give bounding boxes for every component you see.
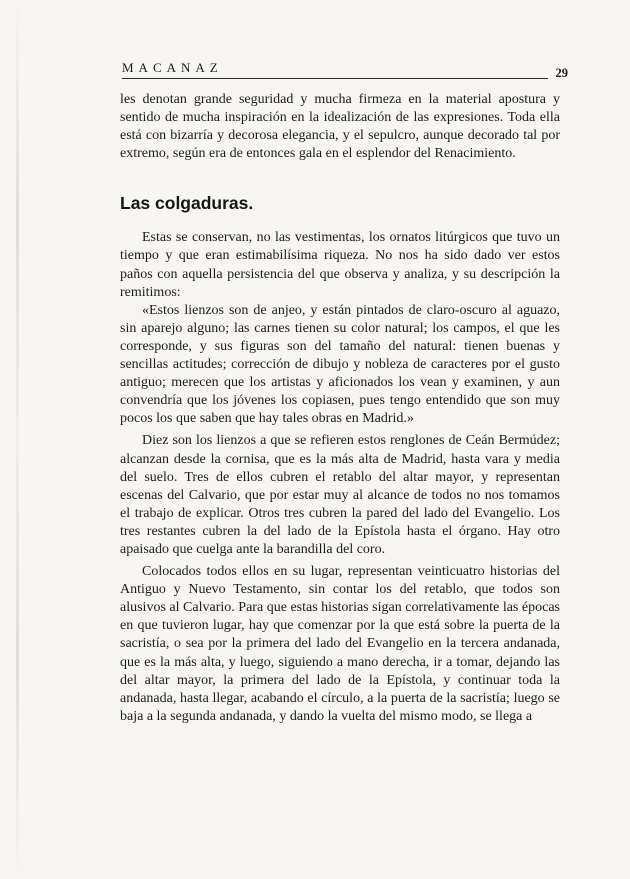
running-header [122,60,568,82]
page-number: 29 [555,66,568,80]
section-heading: Las colgaduras. [120,193,254,214]
intro-paragraph: les denotan grande seguridad y mucha firmeza en la material apostura y sentido de mucha inspiración en la idealización de las expresiones. Toda ella está con bizarría y decorosa elegancia, y el sepulcro, aunque decorado tal por extremo, según era de entonces gala en el esplendor del Renacimiento. [120,92,560,162]
header-rule [122,78,548,79]
paragraph-4: Colocados todos ellos en su lugar, representan veinticuatro historias del Antiguo y Nuevo Testamento, sin contar los del retablo, que todos son alusivos al Calvario. Para que estas historias sigan correlativamente las épocas en que tuvieron lugar, hay que comenzar por la que está sobre la puerta de la sacristía, o sea por la primera del lado del Evangelio en la tercera andanada, que es la más alta, y luego, siguiendo a mano derecha, ir a tomar, dejando las del altar mayor, la primera del lado de la Epístola, y continuar toda la andanada, hasta llegar, acabando el círculo, a la puerta de la sacristía; luego se baja a la segunda andanada, y dando la vuelta del mismo modo, se llega a [120,564,560,724]
running-title: MACANAZ [122,60,223,75]
paragraph-1: Estas se conservan, no las vestimentas, los ornatos litúrgicos que tuvo un tiempo y que eran estimabilísima riqueza. No nos ha sido dado ver estos paños con aquella persistencia del que observa y analiza, y su descripción la remitimos: [120,230,560,300]
binding-margin-shadow [16,0,19,879]
page-body [120,91,560,726]
paragraph-3: Diez son los lienzos a que se refieren estos renglones de Ceán Bermúdez; alcanzan desde la cornisa, que es la más alta de Madrid, hasta vara y media del suelo. Tres de ellos cubren el retablo del altar mayor, y representan escenas del Calvario, que por estar muy al alcance de todos no nos tomamos el trabajo de explicar. Otros tres cubren la pared del lado del Evangelio. Los tres restantes cubren la del lado de la Epístola hasta el órgano. Hay otro apaisado que cuelga ante la barandilla del coro. [120,433,560,557]
quotation-paragraph: «Estos lienzos son de anjeo, y están pintados de claro-oscuro al aguazo, sin aparejo alguno; las carnes tienen su color natural; los campos, el que les corresponde, y sus figuras son del tamaño del natural: tienen buenas y sencillas actitudes; corrección de dibujo y nobleza de caracteres por el gusto antiguo; merecen que los artistas y aficionados los vean y examinen, y aun convendría que los jóvenes los copiasen, pues tengo entendido que son muy pocos los que saben que hay tales obras en Madrid.» [120,302,560,427]
